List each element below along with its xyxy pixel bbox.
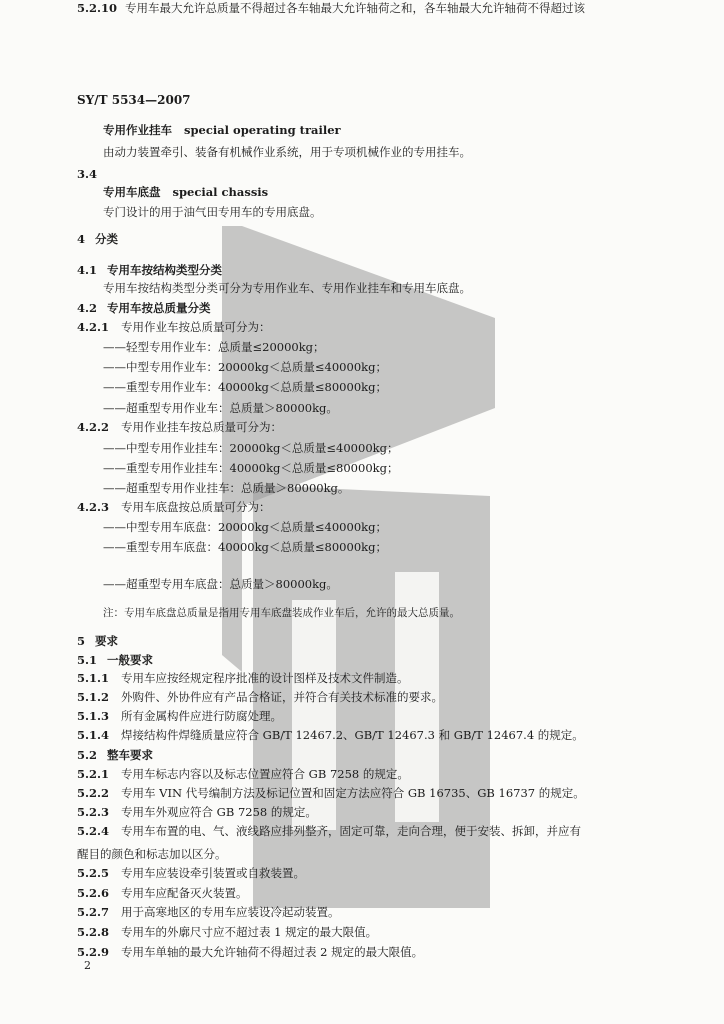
line-h2 bbox=[77, 300, 211, 316]
list-item: ——重型专用作业挂车：40000kg＜总质量≤80000kg； bbox=[103, 461, 399, 475]
clause-text: 专用车最大允许总质量不得超过各车轴最大允许轴荷之和，各车轴最大允许轴荷不得超过该 bbox=[125, 1, 585, 15]
clause-number: 5.2.5 bbox=[77, 866, 110, 880]
heading-text: 专用车按总质量分类 bbox=[107, 301, 211, 315]
line-dash bbox=[103, 400, 338, 416]
clause-text: 专用车外观应符合 GB 7258 的规定。 bbox=[121, 805, 317, 819]
list-item: ——中型专用车底盘：20000kg＜总质量≤40000kg； bbox=[103, 520, 387, 534]
clause-text: 用于高寒地区的专用车应装设冷起动装置。 bbox=[121, 905, 340, 919]
list-item: ——中型专用作业车：20000kg＜总质量≤40000kg； bbox=[103, 360, 387, 374]
heading-text: 要求 bbox=[95, 634, 118, 648]
clause-text: 专用车的外廓尺寸应不超过表 1 规定的最大限值。 bbox=[121, 925, 378, 939]
line-dash bbox=[103, 480, 349, 496]
clause-text: 醒目的颜色和标志加以区分。 bbox=[77, 847, 227, 861]
clause-text: 专用车应按经规定程序批准的设计图样及技术文件制造。 bbox=[121, 671, 409, 685]
line-item bbox=[77, 319, 271, 335]
heading-number: 4.2 bbox=[77, 301, 98, 315]
heading-text: 整车要求 bbox=[107, 748, 153, 762]
body-text: 专门设计的用于油气田专用车的专用底盘。 bbox=[103, 205, 322, 219]
clause-text: 专用车标志内容以及标志位置应符合 GB 7258 的规定。 bbox=[121, 767, 409, 781]
body-text: 由动力装置牵引、装备有机械作业系统，用于专项机械作业的专用挂车。 bbox=[103, 145, 471, 159]
term-cn: 专用作业挂车 bbox=[103, 123, 172, 137]
list-item: ——重型专用车底盘：40000kg＜总质量≤80000kg； bbox=[103, 540, 387, 554]
line-item bbox=[77, 419, 282, 435]
line-item bbox=[77, 727, 584, 743]
heading-text: 分类 bbox=[95, 232, 118, 246]
line-h1 bbox=[77, 231, 118, 247]
section-number: 3.4 bbox=[77, 167, 98, 181]
clause-number: 4.2.1 bbox=[77, 320, 110, 334]
clause-text: 所有金属构件应进行防腐处理。 bbox=[121, 709, 282, 723]
line-text bbox=[103, 204, 322, 220]
clause-number: 5.1.3 bbox=[77, 709, 110, 723]
note-text: 注：专用车底盘总质量是指用专用车底盘装成作业车后，允许的最大总质量。 bbox=[103, 607, 460, 619]
clause-number: 4.2.3 bbox=[77, 500, 110, 514]
line-item bbox=[77, 904, 340, 920]
line-item bbox=[77, 499, 271, 515]
list-item: ——超重型专用车底盘：总质量＞80000kg。 bbox=[103, 577, 338, 591]
term-cn: 专用车底盘 bbox=[103, 185, 161, 199]
line-text bbox=[103, 144, 471, 160]
heading-text: 一般要求 bbox=[107, 653, 153, 667]
clause-text: 专用车单轴的最大允许轴荷不得超过表 2 规定的最大限值。 bbox=[121, 945, 424, 959]
line-item bbox=[77, 785, 585, 801]
clause-text: 专用作业车按总质量可分为： bbox=[121, 320, 271, 334]
heading-number: 5.1 bbox=[77, 653, 98, 667]
line-dash bbox=[103, 339, 325, 355]
line-dash bbox=[103, 576, 338, 592]
clause-number: 5.2.4 bbox=[77, 824, 110, 838]
line-item bbox=[77, 670, 409, 686]
clause-number: 5.1.2 bbox=[77, 690, 110, 704]
heading-number: 4.1 bbox=[77, 263, 98, 277]
line-item bbox=[77, 885, 248, 901]
line-h2 bbox=[77, 652, 153, 668]
line-h2 bbox=[77, 262, 222, 278]
line-item bbox=[77, 804, 317, 820]
line-dash bbox=[103, 539, 387, 555]
standard-number: SY/T 5534—2007 bbox=[77, 93, 191, 107]
heading-text: 专用车按结构类型分类 bbox=[107, 263, 222, 277]
line-item bbox=[77, 944, 423, 960]
term-en: special chassis bbox=[172, 185, 269, 199]
line-text bbox=[103, 280, 471, 296]
line-item bbox=[77, 689, 443, 705]
clause-number: 5.1.1 bbox=[77, 671, 110, 685]
line-item bbox=[77, 0, 585, 16]
line-h2 bbox=[77, 747, 153, 763]
line-item bbox=[77, 924, 377, 940]
line-secnum bbox=[77, 166, 97, 182]
clause-text: 专用车底盘按总质量可分为： bbox=[121, 500, 271, 514]
term-en: special operating trailer bbox=[184, 123, 341, 137]
line-term bbox=[103, 184, 268, 200]
line-item bbox=[77, 766, 409, 782]
list-item: ——中型专用作业挂车：20000kg＜总质量≤40000kg； bbox=[103, 441, 399, 455]
line-dash bbox=[103, 440, 398, 456]
clause-text: 专用车 VIN 代号编制方法及标记位置和固定方法应符合 GB 16735、GB 16737 的规定。 bbox=[121, 786, 585, 800]
line-item bbox=[77, 865, 305, 881]
line-h1 bbox=[77, 633, 118, 649]
heading-number: 5.2 bbox=[77, 748, 98, 762]
clause-number: 5.2.1 bbox=[77, 767, 110, 781]
list-item: ——超重型专用作业车：总质量＞80000kg。 bbox=[103, 401, 338, 415]
heading-number: 5 bbox=[77, 634, 86, 648]
clause-number: 5.2.6 bbox=[77, 886, 110, 900]
clause-number: 5.2.7 bbox=[77, 905, 110, 919]
line-dash bbox=[103, 460, 398, 476]
line-dash bbox=[103, 359, 387, 375]
clause-text: 专用车应配备灭火装置。 bbox=[121, 886, 248, 900]
clause-number: 5.1.4 bbox=[77, 728, 110, 742]
page-number: 2 bbox=[84, 959, 91, 972]
clause-text: 专用车布置的电、气、液线路应排列整齐，固定可靠，走向合理，便于安装、拆卸，并应有 bbox=[121, 824, 581, 838]
clause-text: 专用作业挂车按总质量可分为： bbox=[121, 420, 282, 434]
clause-text: 外购件、外协件应有产品合格证，并符合有关技术标准的要求。 bbox=[121, 690, 443, 704]
line-dash bbox=[103, 379, 387, 395]
clause-number: 4.2.2 bbox=[77, 420, 110, 434]
list-item: ——重型专用作业车：40000kg＜总质量≤80000kg； bbox=[103, 380, 387, 394]
clause-text: 焊接结构件焊缝质量应符合 GB/T 12467.2、GB/T 12467.3 和 GB/T 12467.4 的规定。 bbox=[121, 728, 584, 742]
list-item: ——超重型专用作业挂车：总质量＞80000kg。 bbox=[103, 481, 350, 495]
clause-number: 5.2.8 bbox=[77, 925, 110, 939]
list-item: ——轻型专用作业车：总质量≤20000kg； bbox=[103, 340, 325, 354]
clause-number: 5.2.9 bbox=[77, 945, 110, 959]
clause-number: 5.2.3 bbox=[77, 805, 110, 819]
line-item bbox=[77, 823, 581, 839]
line-item bbox=[77, 708, 282, 724]
clause-number: 5.2.10 bbox=[77, 1, 118, 15]
clause-number: 5.2.2 bbox=[77, 786, 110, 800]
body-text: 专用车按结构类型分类可分为专用作业车、专用作业挂车和专用车底盘。 bbox=[103, 281, 471, 295]
line-term bbox=[103, 122, 341, 138]
line-note bbox=[103, 605, 460, 621]
line-cont bbox=[77, 846, 227, 862]
clause-text: 专用车应装设牵引装置或自救装置。 bbox=[121, 866, 305, 880]
line-dash bbox=[103, 519, 387, 535]
heading-number: 4 bbox=[77, 232, 86, 246]
